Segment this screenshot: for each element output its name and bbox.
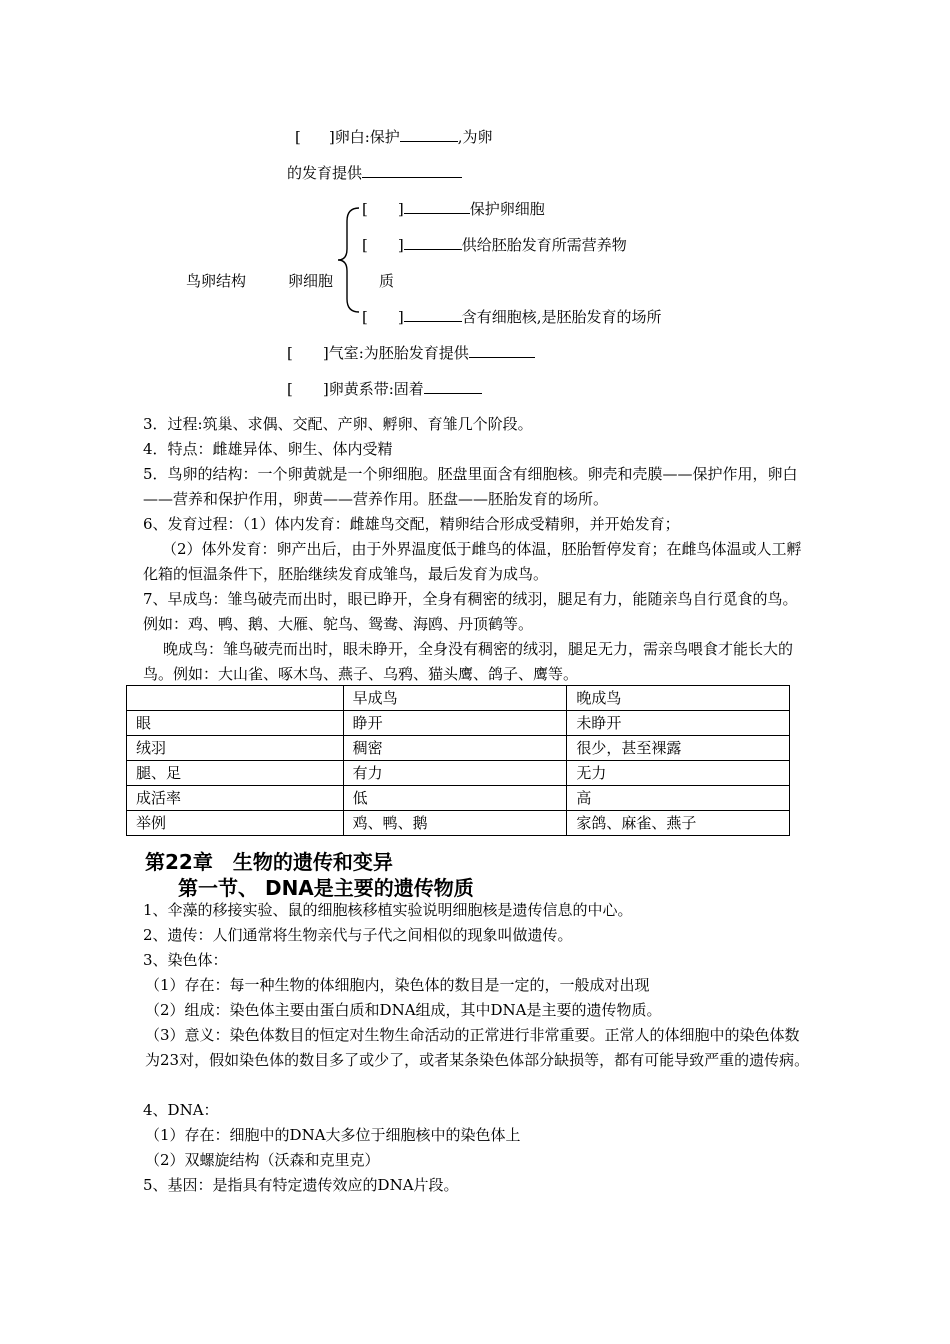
genetics-item-3b: （2）组成：染色体主要由蛋白质和DNA组成，其中DNA是主要的遗传物质。 <box>145 1001 662 1019</box>
albumen-cont: 的发育提供 <box>287 164 363 182</box>
cell-item-3: [ ] 含有细胞核,是胚胎发育的场所 <box>362 308 662 326</box>
bracket-open: [ <box>295 128 301 146</box>
table-row <box>127 761 790 786</box>
albumen-label: 卵白:保护 <box>334 128 400 146</box>
genetics-item-2: 2、遗传：人们通常将生物亲代与子代之间相似的现象叫做遗传。 <box>143 926 573 944</box>
curly-brace <box>335 205 365 315</box>
table-cell: 高 <box>567 786 790 811</box>
cell-item-2: [ ] 供给胚胎发育所需营养物 <box>362 236 627 254</box>
answer-blank <box>424 379 482 394</box>
answer-blank <box>404 199 470 214</box>
table-row <box>127 811 790 836</box>
table-row <box>127 786 790 811</box>
genetics-item-4a: （1）存在：细胞中的DNA大多位于细胞核中的染色体上 <box>145 1126 521 1144</box>
genetics-item-4: 4、DNA： <box>143 1101 219 1119</box>
chapter-title: 第22章 生物的遗传和变异 <box>145 850 393 874</box>
genetics-item-4b: （2）双螺旋结构（沃森和克里克） <box>145 1151 380 1169</box>
air-chamber-line: [ ]气室:为胚胎发育提供 <box>287 343 535 363</box>
paragraph-external-development: （2）体外发育：卵产出后，由于外界温度低于雌鸟的体温，胚胎暂停发育；在雌鸟体温或人工孵化箱的恒温条件下，胚胎继续发育成雏鸟，最后发育为成鸟。 <box>143 540 802 583</box>
paragraph-altricial: 晚成鸟：雏鸟破壳而出时，眼未睁开，全身没有稠密的绒羽，腿足无力，需亲鸟喂食才能长大的鸟。例如：大山雀、啄木鸟、燕子、乌鸦、猫头鹰、鸽子、鹰等。 <box>143 640 794 683</box>
cell-item-text: 供给胚胎发育所需营养物 <box>461 236 627 254</box>
table-header-row <box>127 686 790 711</box>
genetics-item-1: 1、伞藻的移接实验、鼠的细胞核移植实验说明细胞核是遗传信息的中心。 <box>143 901 633 919</box>
table-cell: 绒羽 <box>127 736 344 761</box>
comparison-table <box>126 685 790 836</box>
answer-blank <box>404 307 462 322</box>
cell-item-text: 含有细胞核,是胚胎发育的场所 <box>461 308 662 326</box>
answer-blank <box>469 343 535 358</box>
albumen-line <box>295 127 493 147</box>
cell-item-1: [ ] 保护卵细胞 <box>362 200 545 218</box>
table-cell: 腿、足 <box>127 761 344 786</box>
chalaza-label: 卵黄系带:固着 <box>328 380 424 398</box>
air-chamber-label: 气室:为胚胎发育提供 <box>328 344 469 362</box>
paragraph-development: 6、发育过程：（1）体内发育：雌雄鸟交配，精卵结合形成受精卵，并开始发育； <box>143 515 680 533</box>
table-header-cell: 晚成鸟 <box>567 686 790 711</box>
chalaza-line: [ ]卵黄系带:固着 <box>287 379 482 399</box>
table-cell: 无力 <box>567 761 790 786</box>
egg-root-label: 鸟卵结构 <box>186 272 247 290</box>
section-title: 第一节、 DNA是主要的遗传物质 <box>178 876 474 900</box>
table-row <box>127 736 790 761</box>
genetics-item-3c: （3）意义：染色体数目的恒定对生物生命活动的正常进行非常重要。正常人的体细胞中的染色体数为23对，假如染色体的数目多了或少了，或者某条染色体部分缺损等，都有可能导致严重的遗传病。 <box>145 1026 810 1069</box>
table-cell: 有力 <box>343 761 567 786</box>
paragraph-egg-structure: 5．鸟卵的结构：一个卵黄就是一个卵细胞。胚盘里面含有细胞核。卵壳和壳膜——保护作用，卵白——营养和保护作用，卵黄——营养作用。胚盘——胚胎发育的场所。 <box>143 465 798 508</box>
table-cell: 举例 <box>127 811 344 836</box>
egg-cell-label: 卵细胞 <box>288 272 334 290</box>
table-cell: 眼 <box>127 711 344 736</box>
answer-blank <box>400 127 458 142</box>
table-header-cell: 早成鸟 <box>343 686 567 711</box>
answer-blank <box>362 163 462 178</box>
table-header-cell <box>127 686 344 711</box>
table-cell: 鸡、鸭、鹅 <box>343 811 567 836</box>
paragraph-features: 4．特点：雌雄异体、卵生、体内受精 <box>143 440 393 458</box>
paragraph-precocial: 7、早成鸟：雏鸟破壳而出时，眼已睁开，全身有稠密的绒羽，腿足有力，能随亲鸟自行觅食的鸟。例如：鸡、鸭、鹅、大雁、鸵鸟、鸳鸯、海鸥、丹顶鹤等。 <box>143 590 798 633</box>
table-cell: 稠密 <box>343 736 567 761</box>
cell-item-2-cont: 质 <box>379 272 395 290</box>
table-cell: 成活率 <box>127 786 344 811</box>
table-cell: 很少，甚至裸露 <box>567 736 790 761</box>
albumen-suffix: ,为卵 <box>457 128 493 146</box>
table-cell: 家鸽、麻雀、燕子 <box>567 811 790 836</box>
albumen-line-2 <box>287 163 462 183</box>
paragraph-process: 3．过程:筑巢、求偶、交配、产卵、孵卵、育雏几个阶段。 <box>143 415 533 433</box>
answer-blank <box>404 235 462 250</box>
table-cell: 未睁开 <box>567 711 790 736</box>
genetics-item-5: 5、基因：是指具有特定遗传效应的DNA片段。 <box>143 1176 459 1194</box>
genetics-item-3: 3、染色体： <box>143 951 228 969</box>
bracket-close: ] <box>328 128 335 146</box>
table-row <box>127 711 790 736</box>
table-cell: 低 <box>343 786 567 811</box>
genetics-item-3a: （1）存在：每一种生物的体细胞内，染色体的数目是一定的，一般成对出现 <box>145 976 650 994</box>
table-cell: 睁开 <box>343 711 567 736</box>
cell-item-text: 保护卵细胞 <box>469 200 545 218</box>
